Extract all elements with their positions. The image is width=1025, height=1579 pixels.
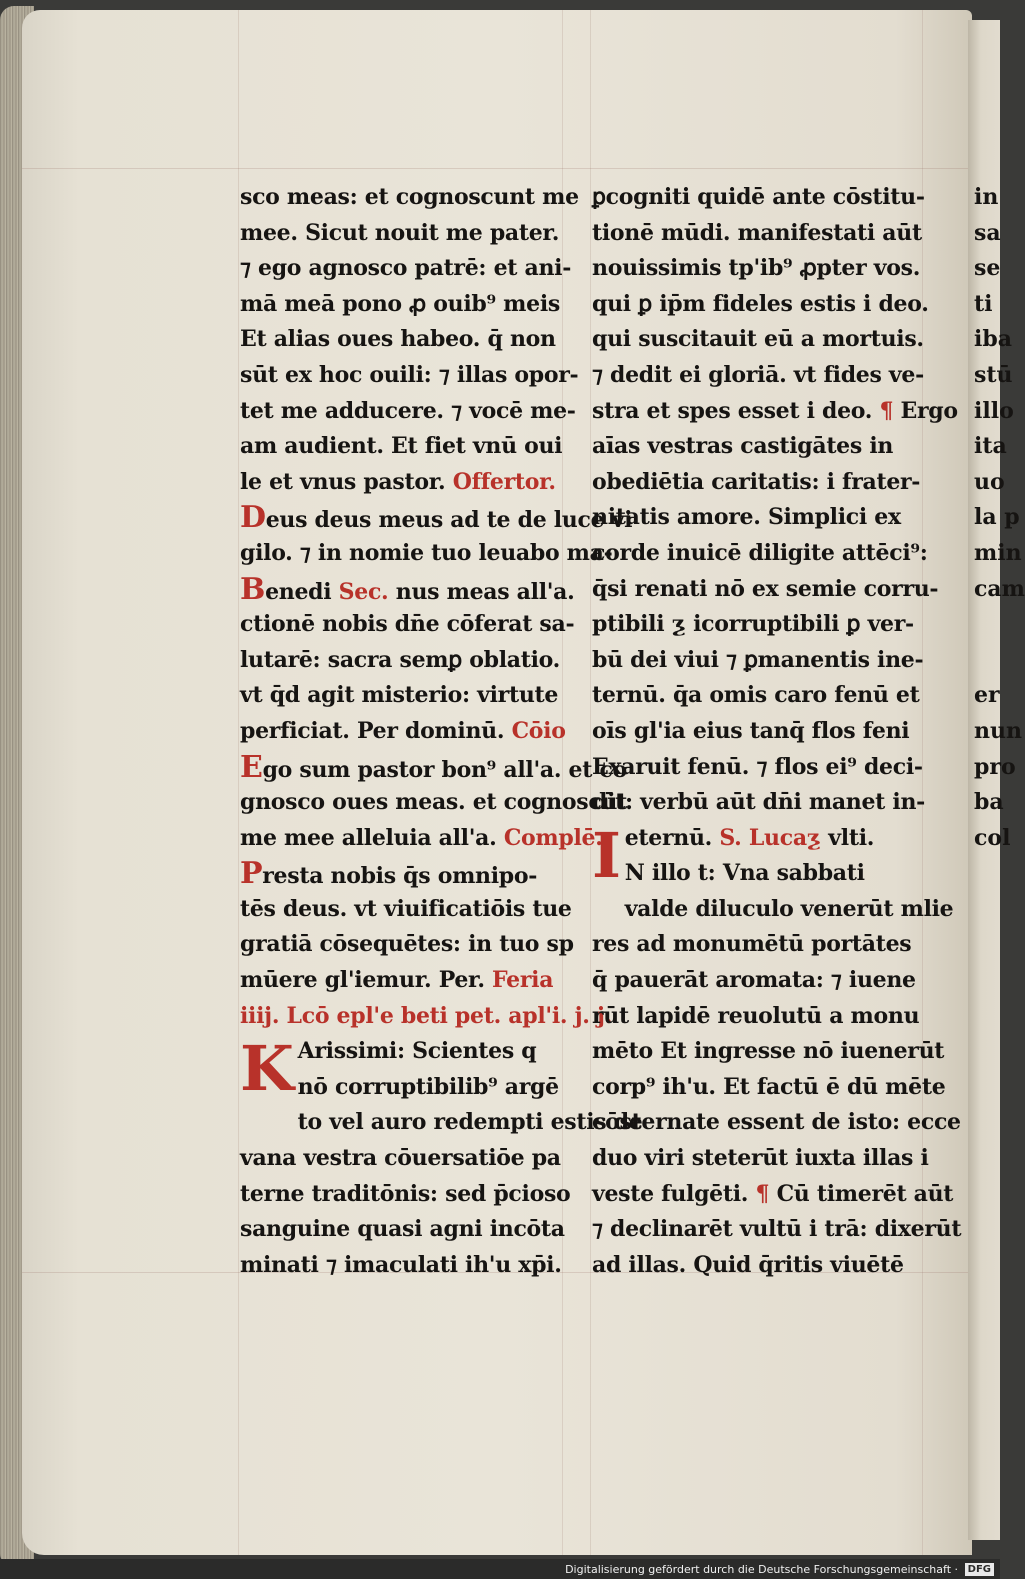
left-column-line <box>240 251 580 287</box>
right-column-line <box>592 500 932 536</box>
line-text: valde diluculo venerūt mlie <box>624 895 954 922</box>
facing-page-line <box>968 607 1025 643</box>
right-column-line <box>592 1105 961 1141</box>
line-text: gnosco oues meas. et cognoscūt <box>240 789 627 816</box>
book-page <box>22 10 972 1555</box>
line-text: Exaruit fenū. ⁊ flos ei⁹ deci- <box>592 753 923 780</box>
rubric: Cōio <box>504 717 566 744</box>
line-text: mēto Et ingresse nō iuenerūt <box>592 1038 945 1065</box>
left-column-line <box>240 429 580 465</box>
line-text: N illo t: Vna sabbati <box>624 860 865 887</box>
dfg-logo: DFG <box>965 1563 994 1576</box>
right-column-line <box>592 678 932 714</box>
left-column-line <box>240 927 580 963</box>
left-column-line <box>240 287 580 323</box>
line-text: bū dei viui ⁊ ꝑmanentis ine- <box>592 646 924 673</box>
line-text: q̄si renati nō ex semie corru- <box>592 575 939 602</box>
left-column-line <box>240 1141 580 1177</box>
facing-page-line: ita <box>974 433 1007 460</box>
facing-page-edge <box>968 20 1025 1540</box>
facing-page-line: illo <box>974 397 1014 424</box>
left-column-line <box>240 358 580 394</box>
line-text: oīs gl'ia eius tanq̄ flos feni <box>592 717 910 744</box>
line-text-tail: vlti. <box>820 824 875 851</box>
line-text: eternū. <box>624 824 712 851</box>
line-text: res ad monumētū portātes <box>592 931 912 958</box>
line-text: enedi <box>265 578 332 605</box>
right-column-line <box>592 465 932 501</box>
right-column-line <box>592 856 932 892</box>
ruling-line <box>22 168 972 169</box>
facing-page-line: stū <box>974 361 1013 388</box>
left-column-line <box>240 785 627 821</box>
right-column-line <box>592 251 932 287</box>
right-column-line <box>592 287 932 323</box>
right-column-line <box>592 536 932 572</box>
line-text: mā meā pono ꝓ ouib⁹ meis <box>240 290 560 317</box>
right-column-line <box>592 927 932 963</box>
line-text: Arissimi: Scientes q <box>297 1038 537 1065</box>
line-text: ad illas. Quid q̄ritis viuētē <box>592 1251 904 1278</box>
right-column-line <box>592 1141 932 1177</box>
line-text: tēs deus. vt viuificatiōis tue <box>240 895 572 922</box>
line-text-tail: nus meas all'a. <box>388 578 575 605</box>
left-column-line <box>240 1212 580 1248</box>
line-text: nitatis amore. Simplici ex <box>592 504 901 531</box>
rubric: Complē. <box>496 824 603 851</box>
line-text: q̄ pauerāt aromata: ⁊ iuene <box>592 967 916 994</box>
left-column-line <box>240 394 580 430</box>
rubric: Feria <box>484 967 554 994</box>
line-text: am audient. Et fiet vnū oui <box>240 433 563 460</box>
line-text: mee. Sicut nouit me pater. <box>240 219 560 246</box>
line-text: resta nobis q̄s omnipo- <box>262 863 538 890</box>
right-column-line <box>592 750 932 786</box>
rubricated-initial: D <box>240 500 266 536</box>
line-text: to vel auro redempti estis de <box>297 1109 643 1136</box>
left-column-line <box>240 180 580 216</box>
line-text: lutarē: sacra semꝑ oblatio. <box>240 646 560 673</box>
text-column-right <box>592 180 962 1283</box>
left-column-line <box>240 572 580 608</box>
left-column-line <box>240 1248 580 1284</box>
line-text: duo viri steterūt iuxta illas i <box>592 1145 929 1172</box>
left-column-line <box>240 892 580 928</box>
left-column-line <box>240 1105 643 1141</box>
line-text: gilo. ⁊ in nomie tuo leuabo ma- <box>240 539 613 566</box>
ruling-line <box>238 10 239 1555</box>
left-column-line <box>240 643 580 679</box>
rubric: Sec. <box>331 578 389 605</box>
right-column-line <box>592 999 932 1035</box>
line-text: qui ꝑ ip̄m fideles estis i deo. <box>592 290 929 317</box>
left-column-line <box>240 963 580 999</box>
digitization-credit: Digitalisierung gefördert durch die Deutsche Forschungsgemeinschaft · <box>565 1563 958 1576</box>
right-column-line <box>592 1248 932 1284</box>
decorated-initial: I <box>592 818 621 892</box>
line-text: qui suscitauit eū a mortuis. <box>592 326 924 353</box>
facing-page-line: col <box>974 824 1011 851</box>
line-text: ctionē nobis dn̄e cōferat sa- <box>240 611 575 638</box>
right-column-line <box>592 1212 962 1248</box>
line-text-tail: Ergo <box>893 397 958 424</box>
facing-page-line: se <box>974 255 1001 282</box>
left-column-line <box>240 322 580 358</box>
line-text: vana vestra cōuersatiōe pa <box>240 1145 561 1172</box>
left-column-line <box>240 1177 580 1213</box>
footer-bar <box>0 1559 1000 1579</box>
left-column-line <box>240 999 612 1035</box>
left-column-line <box>240 856 580 892</box>
facing-page-line: sa <box>974 219 1001 246</box>
right-column-line <box>592 643 932 679</box>
line-text: le et vnus pastor. <box>240 468 446 495</box>
line-text: mūere gl'iemur. Per. <box>240 967 485 994</box>
rubricated-initial: P <box>240 856 263 892</box>
right-column-line <box>592 322 932 358</box>
line-text: obediētia caritatis: i frater- <box>592 468 921 495</box>
line-text: tionē mūdi. manifestati aūt <box>592 219 922 246</box>
facing-page-line: min <box>974 539 1022 566</box>
facing-page-line <box>968 643 1025 679</box>
line-text: ternū. q̄a omis caro fenū et <box>592 682 920 709</box>
right-column-line <box>592 216 932 252</box>
line-text: sūt ex hoc ouili: ⁊ illas opor- <box>240 361 579 388</box>
rubricated-initial: E <box>240 749 263 785</box>
facing-page-line: la p <box>974 504 1020 531</box>
right-column-line <box>592 892 954 928</box>
facing-page-line: er <box>974 682 1000 709</box>
facing-page-text <box>968 180 1025 856</box>
line-text: nouissimis tp'ib⁹ ꝓpter vos. <box>592 255 921 282</box>
right-column-line <box>592 429 932 465</box>
right-column-line <box>592 1070 946 1106</box>
facing-page-line: in <box>974 184 999 210</box>
right-column-line <box>592 394 958 430</box>
left-column-line <box>240 465 580 501</box>
facing-page-line: uo <box>974 468 1005 495</box>
line-text: nō corruptibilib⁹ argē <box>297 1073 559 1100</box>
facing-page-line: nun <box>974 717 1022 744</box>
line-text: dit: verbū aūt dn̄i manet in- <box>592 789 925 816</box>
line-text: minati ⁊ imaculati ih'u xp̄i. <box>240 1251 562 1278</box>
right-column-line <box>592 785 932 821</box>
rubric: S. Lucaƺ <box>712 824 821 851</box>
facing-page-line: pro <box>974 753 1016 780</box>
right-column-line <box>592 1034 945 1070</box>
line-text: aīas vestras castigātes in <box>592 433 894 460</box>
decorated-initial: K <box>240 1032 294 1106</box>
left-column-line <box>240 216 580 252</box>
left-column-line <box>240 714 580 750</box>
line-text-tail: Cū timerēt aūt <box>769 1180 954 1207</box>
facing-page-line: cam <box>974 575 1025 602</box>
rubricated-initial: B <box>240 571 266 607</box>
line-text: me mee alleluia all'a. <box>240 824 497 851</box>
facing-page-line: ba <box>974 789 1004 816</box>
line-text: gratiā cōsequētes: in tuo sp <box>240 931 574 958</box>
line-text: vt q̄d agit misterio: virtute <box>240 682 559 709</box>
line-text: cōsternate essent de isto: ecce <box>592 1109 961 1136</box>
left-column-line <box>240 678 580 714</box>
facing-page-line: iba <box>974 326 1012 353</box>
line-text: go sum pastor bon⁹ all'a. et co <box>262 756 627 783</box>
line-text: corp⁹ ih'u. Et factū ē dū mēte <box>592 1073 946 1100</box>
line-text: stra et spes esset i deo. <box>592 397 873 424</box>
line-text: sanguine quasi agni incōta <box>240 1216 565 1243</box>
right-column-line <box>592 714 932 750</box>
line-text: ptibili ƺ icorruptibili ꝑ ver- <box>592 611 914 638</box>
text-column-left <box>240 180 643 1283</box>
paragraph-mark: ¶ <box>748 1180 770 1207</box>
left-column-line <box>240 536 613 572</box>
line-text: rūt lapidē reuolutū a monu <box>592 1002 920 1029</box>
line-text: veste fulgēti. <box>592 1180 749 1207</box>
line-text: tet me adducere. ⁊ vocē me- <box>240 397 576 424</box>
line-text: ⁊ dedit ei gloriā. vt fides ve- <box>592 361 924 388</box>
right-column-line <box>592 1177 954 1213</box>
left-column-line <box>240 749 627 786</box>
line-text: ⁊ declinarēt vultū i trā: dixerūt <box>592 1216 962 1243</box>
right-column-line <box>592 358 932 394</box>
left-column-line <box>240 821 603 857</box>
paragraph-mark: ¶ <box>872 397 894 424</box>
line-text: perficiat. Per dominū. <box>240 717 505 744</box>
line-text: terne traditōnis: sed p̄cioso <box>240 1180 571 1207</box>
right-column-line <box>592 963 932 999</box>
left-column-line <box>240 607 580 643</box>
rubric: iiij. Lcō epl'e beti pet. apl'i. j. j. <box>240 1002 612 1029</box>
right-column-line <box>592 572 939 608</box>
line-text: eus deus meus ad te de luce vi <box>265 507 633 534</box>
line-text: ꝑcogniti quidē ante cōstitu- <box>592 184 925 210</box>
line-text: corde inuicē diligite attēci⁹: <box>592 539 928 566</box>
right-column-line <box>592 607 932 643</box>
left-column-line <box>240 500 633 536</box>
line-text: ⁊ ego agnosco patrē: et ani- <box>240 255 572 282</box>
facing-page-line: ti <box>974 290 993 317</box>
line-text: Et alias oues habeo. q̄ non <box>240 326 556 353</box>
line-text: sco meas: et cognoscunt me <box>240 184 579 210</box>
rubric: Offertor. <box>445 468 556 495</box>
right-column-line <box>592 180 932 216</box>
